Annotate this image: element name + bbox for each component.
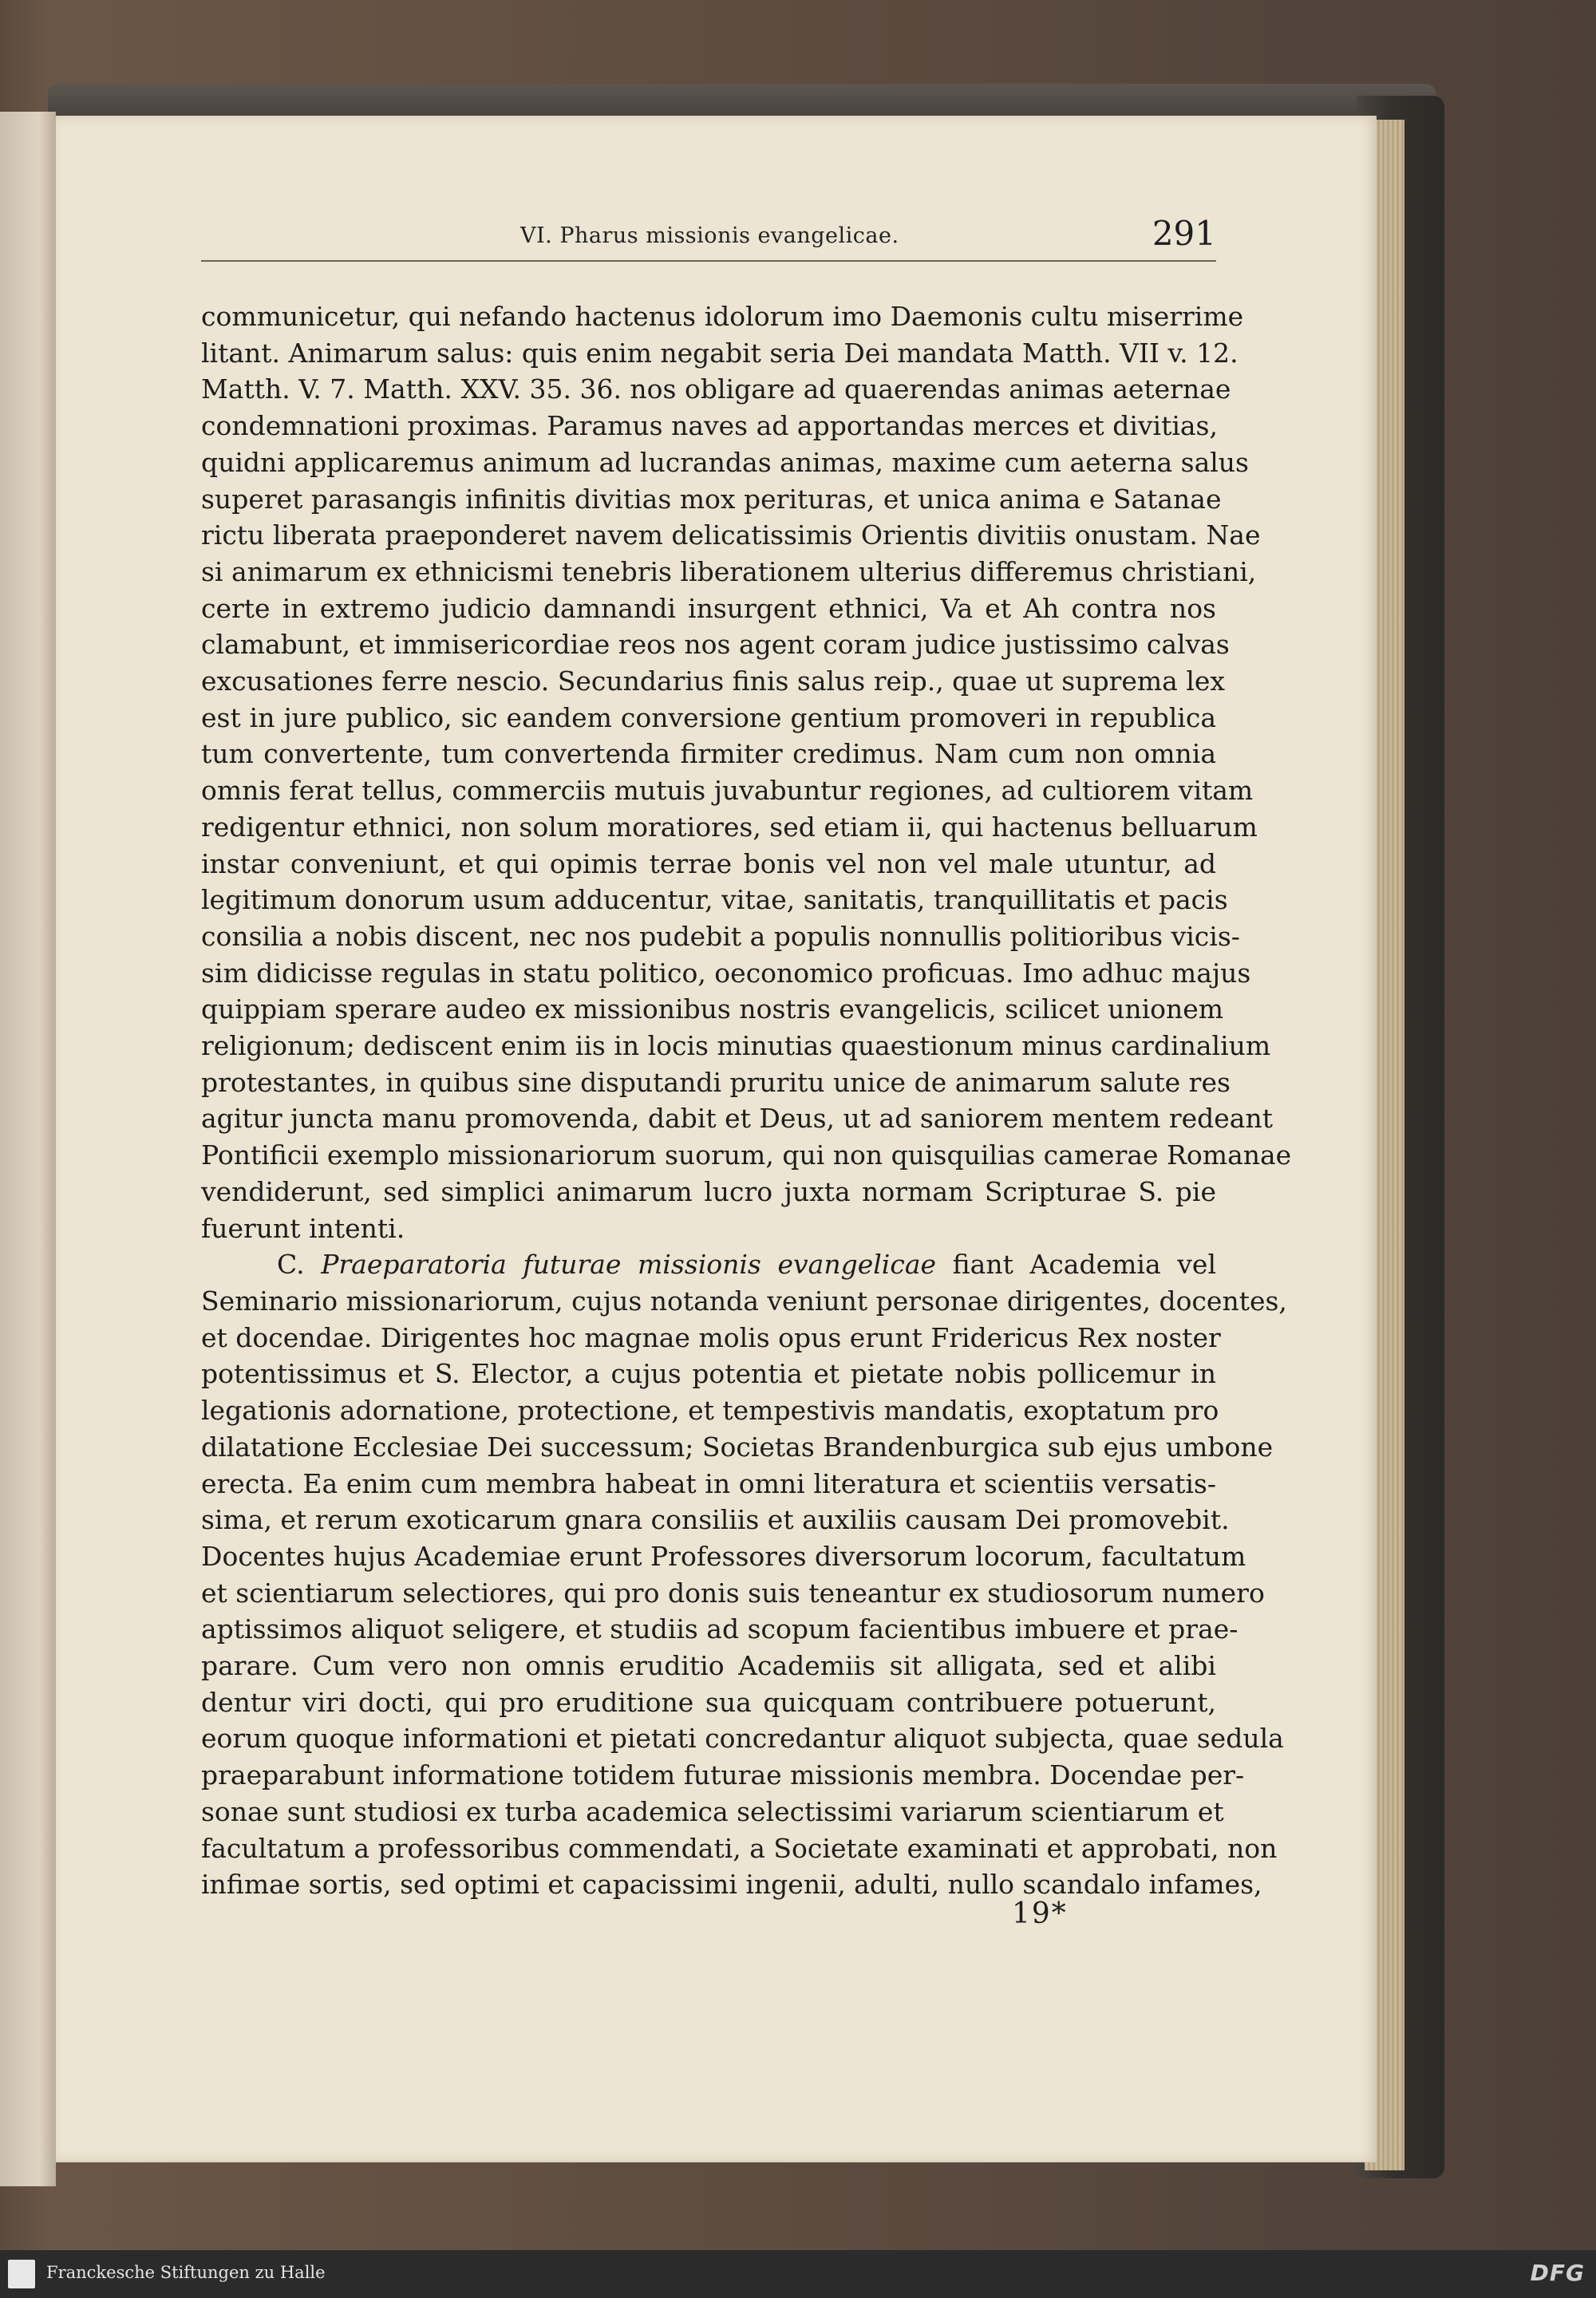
text-line-content: vendiderunt, sed simplici animarum lucro juxta normam Scripturae S. pie <box>201 1175 1216 1207</box>
text-line <box>201 1502 1230 1538</box>
text-line-content: rictu liberata praeponderet navem delicatissimis Orientis divitiis onustam. Nae <box>201 519 1261 551</box>
text-line <box>201 1356 1216 1392</box>
header-rule <box>201 260 1216 262</box>
text-line-content: potentissimus et S. Elector, a cujus potentia et pietate nobis pollicemur in <box>201 1358 1216 1390</box>
text-line-content: condemnationi proximas. Paramus naves ad apportandas merces et divitias, <box>201 410 1218 442</box>
text-line-content: et scientiarum selectiores, qui pro donis suis teneantur ex studiosorum numero <box>201 1577 1265 1609</box>
text-line-content: sim didicisse regulas in statu politico, oeconomico proficuas. Imo adhuc majus <box>201 957 1251 989</box>
text-line-content: si animarum ex ethnicismi tenebris liberationem ulterius differemus christiani, <box>201 555 1257 587</box>
text-line-content: aptissimos aliquot seligere, et studiis ad scopum facientibus imbuere et prae- <box>201 1613 1238 1645</box>
text-line-content: legationis adornatione, protectione, et tempestivis mandatis, exoptatum pro <box>201 1395 1219 1427</box>
text-line-content: praeparabunt informatione totidem futurae missionis membra. Docendae per- <box>201 1759 1245 1791</box>
text-line <box>201 590 1216 627</box>
running-title: VI. Pharus missionis evangelicae. <box>520 223 899 248</box>
text-line-content: Pontificii exemplo missionariorum suorum, qui non quisquilias camerae Romanae <box>201 1139 1292 1171</box>
text-line <box>201 882 1228 918</box>
text-line <box>201 1283 1287 1320</box>
text-line <box>201 1174 1216 1210</box>
text-line <box>201 1320 1221 1356</box>
text-line-content: legitimum donorum usum adducentur, vitae, sanitatis, tranquillitatis et pacis <box>201 884 1228 916</box>
facing-page-edge <box>0 112 56 2186</box>
text-line <box>201 517 1261 554</box>
body-text <box>201 298 1292 1903</box>
text-line-content: parare. Cum vero non omnis eruditio Academiis sit alligata, sed et alibi <box>201 1650 1216 1682</box>
text-line <box>201 1466 1216 1502</box>
text-line <box>201 1720 1284 1757</box>
text-line <box>201 1246 1216 1283</box>
text-line-content: facultatum a professoribus commendati, a Societate examinati et approbati, non <box>201 1832 1278 1864</box>
text-line <box>201 663 1226 700</box>
text-line <box>201 1392 1219 1429</box>
text-line <box>201 1611 1238 1648</box>
institution-label: Franckesche Stiftungen zu Halle <box>46 2263 326 2282</box>
text-line <box>201 1538 1246 1575</box>
text-line <box>201 371 1231 408</box>
text-line-content: dilatatione Ecclesiae Dei successum; Societas Brandenburgica sub ejus umbone <box>201 1431 1274 1463</box>
section-letter: C. <box>277 1249 322 1281</box>
section-heading-italic: Praeparatoria futurae missionis evangelicae <box>321 1249 937 1281</box>
text-line <box>201 626 1230 663</box>
text-line-content: religionum; dediscent enim iis in locis minutias quaestionum minus cardinalium <box>201 1030 1271 1062</box>
text-line-content: tum convertente, tum convertenda firmiter credimus. Nam cum non omnia <box>201 738 1216 770</box>
text-line-content: sima, et rerum exoticarum gnara consiliis et auxiliis causam Dei promovebit. <box>201 1504 1230 1536</box>
text-line-content: litant. Animarum salus: quis enim negabit seria Dei mandata Matth. VII v. 12. <box>201 337 1238 369</box>
text-line-content: infimae sortis, sed optimi et capacissimi ingenii, adulti, nullo scandalo infames, <box>201 1869 1262 1901</box>
text-line-content: fuerunt intenti. <box>201 1212 405 1244</box>
text-line <box>201 955 1251 992</box>
text-line-content: fiant Academia vel <box>936 1249 1217 1281</box>
text-line-content: clamabunt, et immisericordiae reos nos agent coram judice justissimo calvas <box>201 629 1230 661</box>
text-line <box>201 736 1216 772</box>
text-line-content: instar conveniunt, et qui opimis terrae bonis vel non vel male utuntur, ad <box>201 847 1216 879</box>
text-line-content: superet parasangis infinitis divitias mox perituras, et unica anima e Satanae <box>201 483 1222 515</box>
text-line <box>201 1830 1278 1867</box>
text-line <box>201 1429 1274 1466</box>
text-line <box>201 444 1249 481</box>
text-line-content: quippiam sperare audeo ex missionibus nostris evangelicis, scilicet unionem <box>201 993 1224 1025</box>
text-line <box>201 1684 1216 1721</box>
viewer-footer <box>0 2250 1596 2298</box>
text-line <box>201 1794 1224 1830</box>
text-line <box>201 335 1238 372</box>
text-line <box>201 991 1224 1028</box>
text-line-content: protestantes, in quibus sine disputandi pruritu unice de animarum salute res <box>201 1066 1231 1098</box>
text-line <box>201 700 1216 736</box>
text-line-content: communicetur, qui nefando hactenus idolorum imo Daemonis cultu miserrime <box>201 301 1244 332</box>
text-line-content: excusationes ferre nescio. Secundarius finis salus reip., quae ut suprema lex <box>201 665 1226 697</box>
text-line-content: quidni applicaremus animum ad lucrandas animas, maxime cum aeterna salus <box>201 446 1249 478</box>
text-line-content: erecta. Ea enim cum membra habeat in omni literatura et scientiis versatis- <box>201 1467 1216 1499</box>
text-line-content: Docentes hujus Academiae erunt Professores diversorum locorum, facultatum <box>201 1540 1246 1572</box>
text-line-content: Seminario missionariorum, cujus notanda veniunt personae dirigentes, docentes, <box>201 1285 1287 1317</box>
text-line-content: dentur viri docti, qui pro eruditione sua quicquam contribuere potuerunt, <box>201 1686 1216 1718</box>
text-line <box>201 1100 1273 1137</box>
text-line <box>201 1575 1265 1612</box>
text-line <box>201 1028 1271 1064</box>
text-line <box>201 554 1257 590</box>
text-line <box>201 1210 1216 1247</box>
text-line <box>201 408 1216 444</box>
text-line <box>201 1064 1231 1101</box>
text-line-content: omnis ferat tellus, commerciis mutuis juvabuntur regiones, ad cultiorem vitam <box>201 775 1254 807</box>
text-line <box>201 846 1216 882</box>
text-line <box>201 772 1254 809</box>
text-line <box>201 918 1240 955</box>
dfg-logo: DFG <box>1530 2260 1585 2286</box>
text-line-content: sonae sunt studiosi ex turba academica selectissimi variarum scientiarum et <box>201 1795 1224 1827</box>
page-header <box>201 214 1216 262</box>
text-line-content: et docendae. Dirigentes hoc magnae molis opus erunt Fridericus Rex noster <box>201 1321 1221 1353</box>
institution-logo-icon <box>8 2260 35 2288</box>
text-line <box>201 298 1244 335</box>
text-line <box>201 1648 1216 1684</box>
text-line-content: eorum quoque informationi et pietati concredantur aliquot subjecta, quae sedula <box>201 1723 1284 1755</box>
text-line-content: certe in extremo judicio damnandi insurgent ethnici, Va et Ah contra nos <box>201 592 1216 624</box>
text-line-content: agitur juncta manu promovenda, dabit et Deus, ut ad saniorem mentem redeant <box>201 1103 1273 1135</box>
text-line-content: redigentur ethnici, non solum moratiores, sed etiam ii, qui hactenus belluarum <box>201 811 1258 843</box>
signature-mark: 19* <box>1012 1897 1068 1930</box>
text-line-content: consilia a nobis discent, nec nos pudebit a populis nonnullis politioribus vicis- <box>201 920 1240 952</box>
text-line-content: Matth. V. 7. Matth. XXV. 35. 36. nos obligare ad quaerendas animas aeternae <box>201 373 1231 405</box>
text-line <box>201 1757 1245 1794</box>
text-line-content: est in jure publico, sic eandem conversione gentium promoveri in republica <box>201 701 1216 733</box>
page-number: 291 <box>1152 214 1216 253</box>
text-line <box>201 481 1222 518</box>
text-line <box>201 1137 1292 1174</box>
text-line <box>201 809 1258 846</box>
